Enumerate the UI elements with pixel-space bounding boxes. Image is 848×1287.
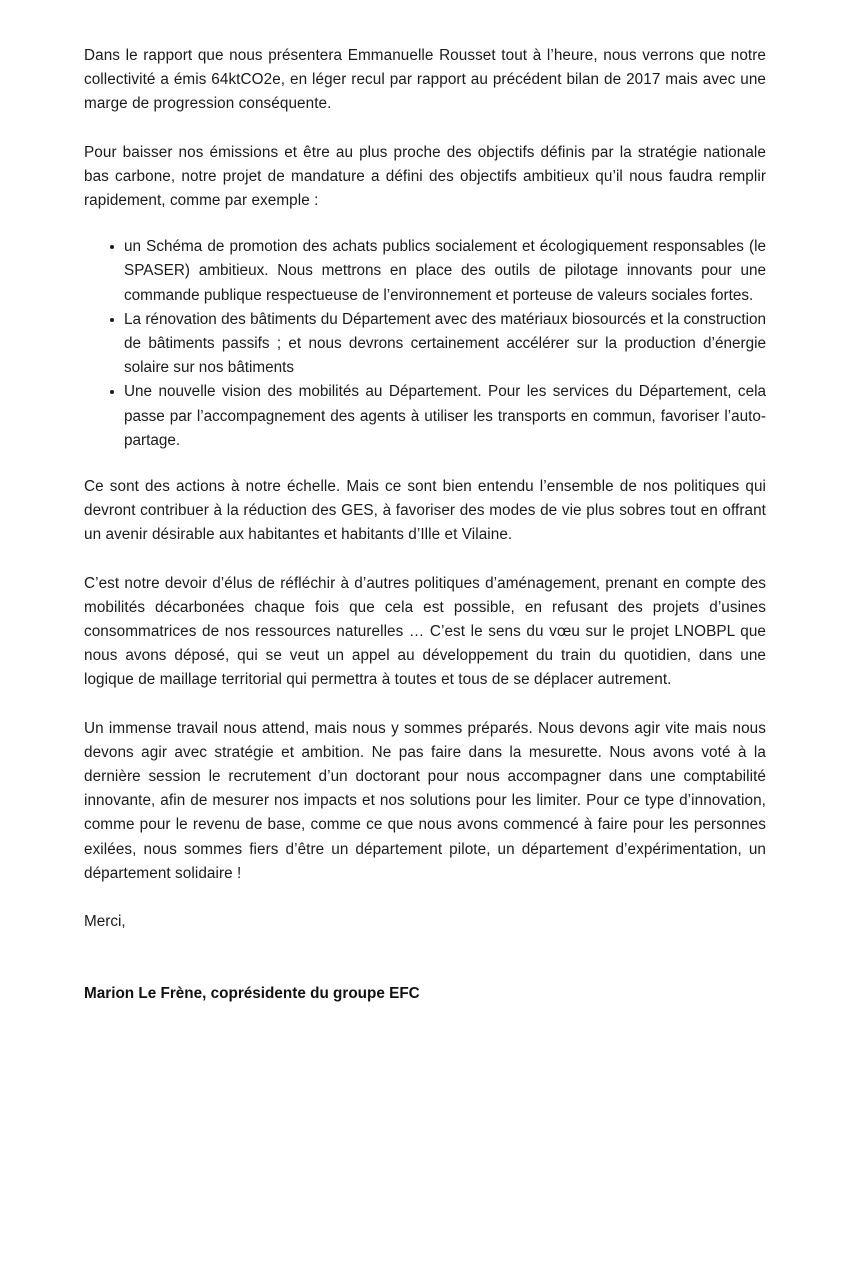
paragraph-conclusion: Un immense travail nous attend, mais nous y sommes préparés. Nous devons agir vite mais nous devons agir avec stratégie et ambition. Ne pas faire dans la mesurette. Nous avons voté à la dernière session le recrutement d’un doctorant pour nous accompagner dans une comptabilité innovante, afin de mesurer nos impacts et nos solutions pour les limiter. Pour ce type d’innovation, comme pour le revenu de base, comme ce que nous avons commencé à faire pour les personnes exilées, nous sommes fiers d’être un département pilote, un département d’expérimentation, un département solidaire ! — [84, 719, 766, 882]
closing-salutation: Merci, — [84, 913, 126, 931]
paragraph-objectives-intro: Pour baisser nos émissions et être au plus proche des objectifs définis par la stratégie nationale bas carbone, notre projet de mandature a défini des objectifs ambitieux qu’il nous faudra remplir rapidement, comme par exemple : — [84, 143, 766, 210]
paragraph-intro: Dans le rapport que nous présentera Emmanuelle Rousset tout à l’heure, nous verrons que notre collectivité a émis 64ktCO2e, en léger recul par rapport au précédent bilan de 2017 mais avec une marge de progression conséquente. — [84, 47, 766, 113]
signature-spacer — [84, 946, 766, 982]
list-item: Une nouvelle vision des mobilités au Département. Pour les services du Département, cela passe par l’accompagnement des agents à utiliser les transports en commun, favoriser l’auto-partage. — [110, 380, 766, 453]
paragraph-mobility: C’est notre devoir d’élus de réfléchir à d’autres politiques d’aménagement, prenant en compte des mobilités décarbonées chaque fois que cela est possible, en refusant des projets d’usines consommatrices de nos ressources naturelles … C’est le sens du vœu sur le projet LNOBPL que nous avons déposé, qui se veut un appel au développement du train du quotidien, dans une logique de maillage territorial qui permettra à toutes et tous de se déplacer autrement. — [84, 574, 766, 689]
list-item: La rénovation des bâtiments du Département avec des matériaux biosourcés et la construction de bâtiments passifs ; et nous devrons certainement accélérer sur la production d’énergie solaire sur nos bâtiments — [110, 308, 766, 381]
paragraph-actions: Ce sont des actions à notre échelle. Mais ce sont bien entendu l’ensemble de nos politiques qui devront contribuer à la réduction des GES, à favoriser des modes de vie plus sobres tout en offrant un avenir désirable aux habitantes et habitants d’Ille et Vilaine. — [84, 478, 766, 544]
signature-line: Marion Le Frène, coprésidente du groupe EFC — [84, 985, 420, 1003]
document-body — [84, 44, 766, 1287]
page-footer-blank — [84, 1007, 766, 1287]
objectives-list — [84, 235, 766, 453]
list-item: un Schéma de promotion des achats publics socialement et écologiquement responsables (le SPASER) ambitieux. Nous mettrons en place des outils de pilotage innovants pour une commande publique respectueuse de l’environnement et porteuse de valeurs sociales fortes. — [110, 235, 766, 308]
